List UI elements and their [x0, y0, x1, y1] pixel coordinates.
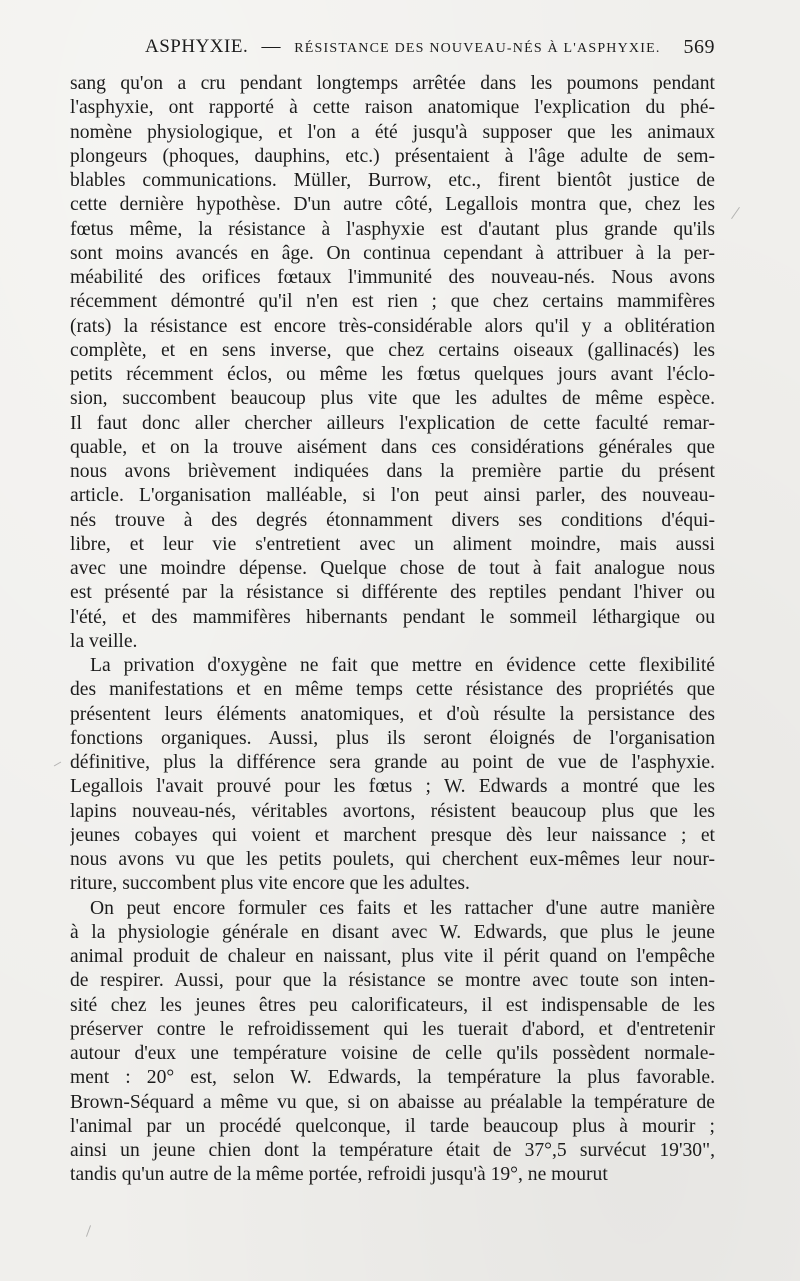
text-line: est présenté par la résistance si différente des reptiles pendant l'hiver ou	[70, 582, 715, 604]
text-line: animal produit de chaleur en naissant, plus vite il périt quand on l'empêche	[70, 946, 715, 967]
text-line: la veille.	[70, 630, 138, 652]
page-mark	[86, 1225, 91, 1237]
text-line: autour d'eux une température voisine de celle qu'ils possèdent normale-	[70, 1043, 715, 1064]
running-title-dash: —	[261, 36, 281, 57]
text-line: de respirer. Aussi, pour que la résistance se montre avec toute son inten-	[70, 970, 715, 992]
text-line: Il faut donc aller chercher ailleurs l'explication de cette faculté remar-	[70, 412, 715, 434]
text-line: à la physiologie générale en disant avec W. Edwards, que plus le jeune	[70, 921, 715, 943]
text-line: Legallois l'avait prouvé pour les fœtus ; W. Edwards a montré que les	[70, 776, 715, 798]
text-line: nés trouve à des degrés étonnamment divers ses conditions d'équi-	[70, 509, 715, 531]
text-line: l'asphyxie, ont rapporté à cette raison anatomique l'explication du phé-	[70, 97, 715, 119]
text-line: fonctions organiques. Aussi, plus ils seront éloignés de l'organisation	[70, 727, 715, 749]
text-line: Brown-Séquard a même vu que, si on abaisse au préalable la température de	[70, 1091, 715, 1113]
running-title-sub: RÉSISTANCE DES NOUVEAU-NÉS À L'ASPHYXIE.	[294, 41, 661, 56]
body-text	[70, 72, 715, 1188]
page-number: 569	[683, 36, 715, 58]
text-line: des manifestations et en même temps cette résistance des propriétés que	[70, 679, 715, 701]
text-line: On peut encore formuler ces faits et les rattacher d'une autre manière	[90, 897, 715, 919]
text-line: jeunes cobayes qui voient et marchent presque dès leur naissance ; et	[70, 824, 715, 846]
text-line: ainsi un jeune chien dont la température était de 37°,5 survécut 19'30",	[70, 1140, 715, 1161]
text-line: cette dernière hypothèse. D'un autre côté, Legallois montra que, chez les	[70, 194, 715, 216]
running-title-main: ASPHYXIE.	[145, 36, 249, 57]
page-mark	[731, 207, 740, 219]
text-line: ment : 20° est, selon W. Edwards, la température la plus favorable.	[70, 1067, 715, 1089]
text-line: quable, et on la trouve aisément dans ces considérations générales que	[70, 436, 715, 458]
text-line: riture, succombent plus vite encore que les adultes.	[70, 873, 470, 895]
text-line: complète, et en sens inverse, que chez certains oiseaux (gallinacés) les	[70, 339, 715, 361]
text-line: présentent leurs éléments anatomiques, et d'où résulte la persistance des	[70, 703, 715, 725]
page-header	[145, 36, 715, 64]
text-line: nous avons brièvement indiquées dans la première partie du présent	[70, 461, 715, 482]
text-line: article. L'organisation malléable, si l'on peut ainsi parler, des nouveau-	[70, 485, 715, 507]
paragraph	[70, 897, 715, 1188]
text-line: l'animal par un procédé quelconque, il tarde beaucoup plus à mourir ;	[70, 1115, 715, 1137]
running-title	[145, 36, 661, 58]
text-line: petits récemment éclos, ou même les fœtus quelques jours avant l'éclo-	[70, 364, 715, 385]
text-line: nous avons vu que les petits poulets, qui cherchent eux-mêmes leur nour-	[70, 849, 715, 870]
text-line: avec une moindre dépense. Quelque chose de tout à fait analogue nous	[70, 558, 715, 579]
text-line: libre, et leur vie s'entretient avec un aliment moindre, mais aussi	[70, 533, 715, 555]
paragraph	[70, 72, 715, 654]
text-line: tandis qu'un autre de la même portée, refroidi jusqu'à 19°, ne mourut	[70, 1164, 608, 1186]
text-line: préserver contre le refroidissement qui les tuerait d'abord, et d'entretenir	[70, 1018, 715, 1040]
text-line: sang qu'on a cru pendant longtemps arrêtée dans les poumons pendant	[70, 73, 715, 94]
text-line: fœtus même, la résistance à l'asphyxie est d'autant plus grande qu'ils	[70, 218, 715, 240]
text-line: définitive, plus la différence sera grande au point de vue de l'asphyxie.	[70, 752, 715, 773]
paragraph	[70, 654, 715, 897]
text-line: lapins nouveau-nés, véritables avortons, résistent beaucoup plus que les	[70, 800, 715, 822]
text-line: l'été, et des mammifères hibernants pendant le sommeil léthargique ou	[70, 606, 715, 628]
text-line: récemment démontré qu'il n'en est rien ; que chez certains mammifères	[70, 291, 715, 313]
text-line: nomène physiologique, et l'on a été jusqu'à supposer que les animaux	[70, 121, 715, 143]
text-line: plongeurs (phoques, dauphins, etc.) présentaient à l'âge adulte de sem-	[70, 145, 715, 167]
text-line: (rats) la résistance est encore très-considérable alors qu'il y a oblitération	[70, 315, 715, 337]
text-line: La privation d'oxygène ne fait que mettre en évidence cette flexibilité	[90, 655, 715, 676]
text-line: sont moins avancés en âge. On continua cependant à attribuer à la per-	[70, 242, 715, 264]
page-mark	[54, 762, 61, 767]
text-line: sion, succombent beaucoup plus vite que les adultes de même espèce.	[70, 388, 715, 410]
text-line: blables communications. Müller, Burrow, etc., firent bientôt justice de	[70, 170, 715, 191]
text-line: sité chez les jeunes êtres peu calorificateurs, il est indispensable de les	[70, 994, 715, 1016]
text-line: méabilité des orifices fœtaux l'immunité des nouveau-nés. Nous avons	[70, 267, 715, 288]
